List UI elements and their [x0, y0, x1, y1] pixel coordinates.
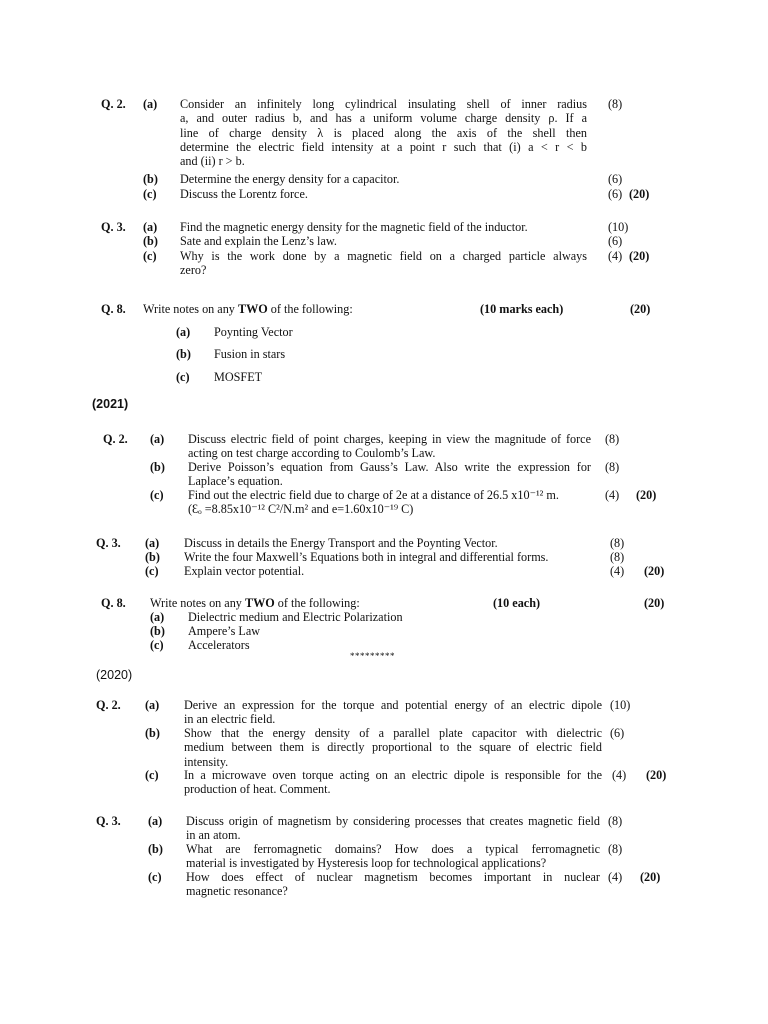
text-line: In a microwave oven torque acting on an electric dipole is responsible for the: [184, 768, 602, 782]
part-label: (a): [145, 698, 160, 712]
marks: (6): [608, 172, 623, 186]
marks: (4): [610, 564, 625, 578]
part-label: (b): [145, 550, 160, 564]
question-number: Q. 2.: [101, 97, 126, 111]
text-line: material is investigated by Hysteresis loop for technological applications?: [186, 856, 547, 871]
total-marks: (20): [629, 187, 650, 201]
question-text: Determine the energy density for a capacitor.: [180, 172, 400, 186]
marks: (6): [608, 234, 623, 248]
part-label: (a): [143, 220, 158, 234]
section-separator: *********: [350, 651, 395, 661]
part-label: (a): [145, 536, 160, 550]
text-line: acting on test charge according to Coulomb’s Law.: [188, 446, 436, 461]
part-label: (c): [148, 870, 162, 884]
part-label: (c): [150, 638, 164, 652]
text-line: Discuss electric field of point charges, keeping in view the magnitude of force: [188, 432, 591, 446]
text-line: Laplace’s equation.: [188, 474, 283, 489]
text-line: Consider an infinitely long cylindrical insulating shell of inner radius: [180, 97, 587, 111]
question-text: Poynting Vector: [214, 325, 293, 339]
marks: (8): [610, 550, 625, 564]
year-heading: (2021): [92, 397, 129, 411]
question-text: [184, 726, 602, 769]
question-text: Discuss the Lorentz force.: [180, 187, 308, 201]
text-line: Discuss origin of magnetism by considering processes that creates magnetic field: [186, 814, 600, 828]
total-marks: (20): [644, 596, 665, 610]
text-line: in an electric field.: [184, 712, 276, 727]
part-label: (b): [150, 460, 165, 474]
question-number: Q. 8.: [101, 596, 126, 610]
marks: (4): [608, 249, 623, 263]
text-line: Why is the work done by a magnetic field on a charged particle always: [180, 249, 587, 263]
part-label: (b): [143, 172, 158, 186]
question-number: Q. 2.: [103, 432, 128, 446]
question-text: Fusion in stars: [214, 347, 286, 361]
question-number: Q. 8.: [101, 302, 126, 316]
marks: (4): [608, 870, 623, 884]
part-label: (b): [143, 234, 158, 248]
question-text: [188, 488, 559, 517]
total-marks: (20): [629, 249, 650, 263]
text-line: zero?: [180, 263, 207, 278]
total-marks: (20): [646, 768, 667, 782]
text-span: Write notes on any: [150, 596, 245, 610]
text-span: TWO: [244, 596, 275, 610]
marks: (8): [605, 460, 620, 474]
text-line: a, and outer radius b, and has a uniform volume charge density ρ. If a: [180, 111, 587, 126]
question-text: [184, 768, 602, 797]
question-text: Accelerators: [188, 638, 250, 652]
question-text: MOSFET: [214, 370, 263, 384]
part-label: (a): [148, 814, 163, 828]
part-label: (c): [145, 564, 159, 578]
part-label: (c): [143, 249, 157, 263]
question-text: Sate and explain the Lenz’s law.: [180, 234, 337, 248]
total-marks: (20): [644, 564, 665, 578]
part-label: (a): [150, 610, 165, 624]
part-label: (a): [143, 97, 158, 111]
marks-each: (10 marks each): [480, 302, 564, 316]
text-line: line of charge density λ is placed along the axis of the shell then: [180, 125, 587, 140]
text-line: How does effect of nuclear magnetism becomes important in nuclear: [186, 870, 600, 884]
question-number: Q. 3.: [96, 814, 121, 828]
question-text: Write the four Maxwell’s Equations both in integral and differential forms.: [184, 550, 549, 564]
question-text: [186, 814, 600, 843]
question-text: [143, 302, 353, 316]
text-line: Derive an expression for the torque and potential energy of an electric dipole: [184, 698, 602, 712]
text-line: production of heat. Comment.: [184, 782, 331, 797]
part-label: (a): [176, 325, 191, 339]
text-line: and (ii) r > b.: [180, 154, 245, 169]
part-label: (c): [143, 187, 157, 201]
text-line: medium between them is directly proportional to the square of electric field: [184, 740, 602, 755]
question-text: [184, 698, 602, 727]
text-line: (Ɛₒ =8.85x10⁻¹² C²/N.m² and e=1.60x10⁻¹⁹ C): [188, 502, 414, 517]
question-text: Find the magnetic energy density for the magnetic field of the inductor.: [180, 220, 528, 234]
question-number: Q. 3.: [96, 536, 121, 550]
text-span: Write notes on any: [143, 302, 238, 316]
total-marks: (20): [630, 302, 651, 316]
text-line: magnetic resonance?: [186, 884, 288, 899]
text-line: Show that the energy density of a parallel plate capacitor with dielectric: [184, 726, 602, 740]
part-label: (b): [148, 842, 163, 856]
text-span: of the following:: [274, 596, 360, 610]
total-marks: (20): [636, 488, 657, 502]
part-label: (c): [150, 488, 164, 502]
question-text: [180, 249, 587, 278]
question-text: Ampere’s Law: [188, 624, 261, 638]
marks: (10): [608, 220, 629, 234]
total-marks: (20): [640, 870, 661, 884]
marks-each: (10 each): [493, 596, 541, 610]
question-number: Q. 2.: [96, 698, 121, 712]
marks: (8): [608, 97, 623, 111]
marks: (8): [608, 814, 623, 828]
question-text: [188, 460, 591, 489]
marks: (4): [605, 488, 620, 502]
text-line: Derive Poisson’s equation from Gauss’s Law. Also write the expression for: [188, 460, 591, 474]
text-span: of the following:: [267, 302, 353, 316]
part-label: (b): [150, 624, 165, 638]
marks: (8): [605, 432, 620, 446]
text-span: TWO: [237, 302, 268, 316]
marks: (4): [612, 768, 627, 782]
marks: (8): [608, 842, 623, 856]
marks: (6): [610, 726, 625, 740]
question-text: [150, 596, 360, 610]
part-label: (c): [145, 768, 159, 782]
marks: (6): [608, 187, 623, 201]
marks: (10): [610, 698, 631, 712]
part-label: (c): [176, 370, 190, 384]
question-text: [186, 842, 600, 871]
marks: (8): [610, 536, 625, 550]
question-text: Dielectric medium and Electric Polarization: [188, 610, 403, 624]
question-number: Q. 3.: [101, 220, 126, 234]
question-text: [180, 97, 587, 168]
text-line: in an atom.: [186, 828, 241, 843]
question-text: [188, 432, 591, 461]
question-text: Discuss in details the Energy Transport and the Poynting Vector.: [184, 536, 498, 550]
part-label: (b): [145, 726, 160, 740]
text-line: Find out the electric field due to charge of 2e at a distance of 26.5 x10⁻¹² m.: [188, 488, 559, 502]
question-text: [186, 870, 600, 899]
year-heading: (2020): [96, 668, 133, 682]
text-line: determine the electric field intensity at a point r such that (i) a < r < b: [180, 139, 587, 154]
question-text: Explain vector potential.: [184, 564, 305, 578]
part-label: (a): [150, 432, 165, 446]
text-line: What are ferromagnetic domains? How does a typical ferromagnetic: [186, 842, 600, 856]
text-line: intensity.: [184, 754, 229, 769]
part-label: (b): [176, 347, 191, 361]
